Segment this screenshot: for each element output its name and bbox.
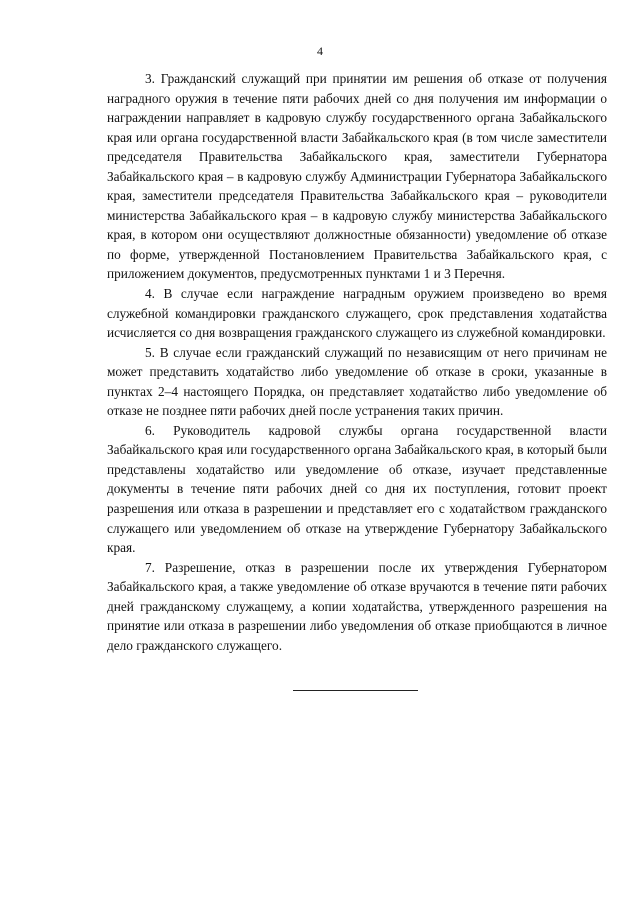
page-number: 4 bbox=[317, 44, 323, 58]
paragraph-7: 7. Разрешение, отказ в разрешении после их утверждения Губернатором Забайкальского края, а также уведомление об отказе вручаются в течение пяти рабочих дней гражданскому служащему, а копии ходатайства, утвержденного разрешения на принятие или отказа в разрешении либо уведомления об отказе приобщаются в личное дело гражданского служащего. bbox=[107, 559, 607, 653]
paragraph-4: 4. В случае если награждение наградным оружием произведено во время служебной командировки гражданского служащего, срок представления ходатайства исчисляется со дня возвращения гражданского служащего из служебной командировки. bbox=[107, 286, 607, 341]
end-of-document-line bbox=[293, 690, 418, 691]
paragraph-3: 3. Гражданский служащий при принятии им решения об отказе от получения наградного оружия в течение пяти рабочих дней со дня получения им информации о награждении направляет в кадровую службу государственного органа Забайкальского края или органа государственной власти Забайкальского края (в том числе заместители председателя Правительства Забайкальского края, заместители Губернатора Забайкальского края – в кадровую службу Администрации Губернатора Забайкальского края, заместители председателя Правительства Забайкальского края – руководители министерства Забайкальского края – в кадровую службу министерства Забайкальского края, в котором они осуществляют должностные обязанности) уведомление об отказе по форме, утвержденной Постановлением Правительства Забайкальского края, с приложением документов, предусмотренных пунктами 1 и 3 Перечня. bbox=[107, 71, 607, 282]
document-body bbox=[107, 69, 607, 655]
paragraph-5: 5. В случае если гражданский служащий по независящим от него причинам не может представить ходатайство либо уведомление об отказе в сроки, указанные в пунктах 2–4 настоящего Порядка, он представляет ходатайство либо уведомление об отказе не позднее пяти рабочих дней после устранения таких причин. bbox=[107, 344, 607, 419]
paragraph-6: 6. Руководитель кадровой службы органа государственной власти Забайкальского края или государственного органа Забайкальского края, в который были представлены ходатайство или уведомление об отказе, изучает представленные документы в течение пяти рабочих дней со дня их поступления, готовит проект разрешения или отказа в разрешении и представляет его с ходатайством гражданского служащего или уведомлением об отказе на утверждение Губернатору Забайкальского края. bbox=[107, 422, 607, 556]
